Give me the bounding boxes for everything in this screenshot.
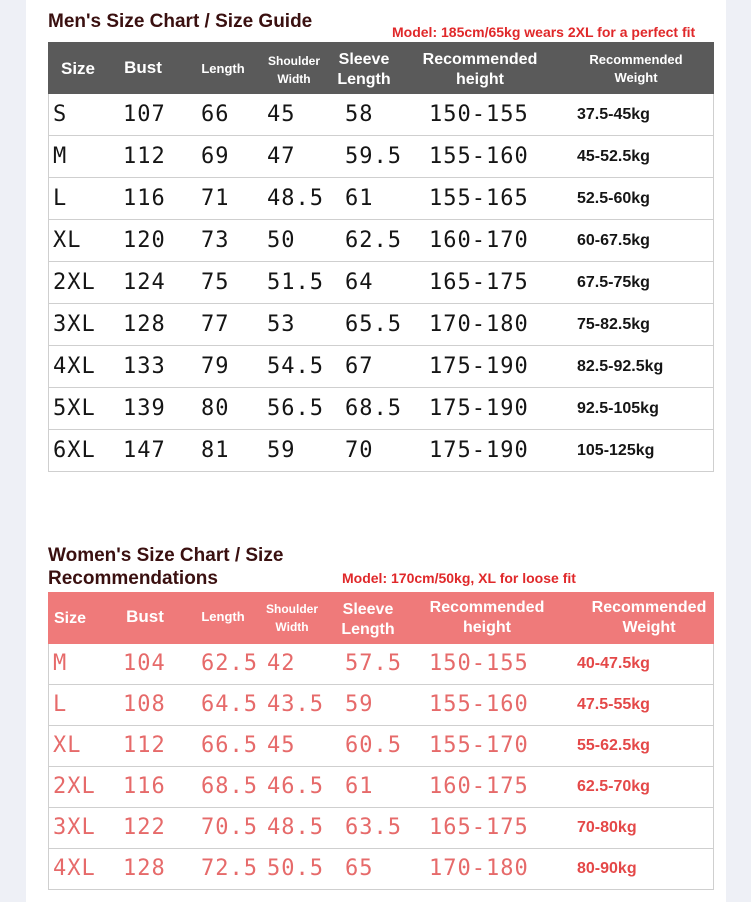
cell-weight: 62.5-70kg	[577, 778, 650, 795]
header-recommended-height: Recommended height	[422, 51, 538, 88]
cell-size: 4XL	[53, 354, 96, 379]
cell-size: 2XL	[53, 774, 96, 799]
cell-bust: 139	[123, 396, 166, 421]
cell-weight: 70-80kg	[577, 819, 637, 836]
cell-height: 175-190	[429, 396, 529, 421]
cell-shoulder: 51.5	[267, 270, 324, 295]
cell-length: 75	[201, 270, 230, 295]
cell-shoulder: 45	[267, 102, 296, 127]
cell-length: 77	[201, 312, 230, 337]
table-row	[48, 644, 714, 685]
header-sleeve: Sleeve Length	[341, 601, 395, 638]
table-row	[48, 262, 714, 304]
header-shoulder: Shoulder Width	[267, 54, 320, 86]
cell-weight: 92.5-105kg	[577, 400, 659, 417]
cell-size: XL	[53, 733, 82, 758]
cell-length: 66.5	[201, 733, 258, 758]
cell-weight: 40-47.5kg	[577, 655, 650, 672]
cell-size: L	[53, 692, 68, 717]
cell-sleeve: 62.5	[345, 228, 402, 253]
cell-length: 64.5	[201, 692, 258, 717]
cell-height: 170-180	[429, 312, 529, 337]
cell-size: XL	[53, 228, 82, 253]
cell-weight: 60-67.5kg	[577, 232, 650, 249]
mens-table-header	[48, 42, 714, 94]
cell-bust: 133	[123, 354, 166, 379]
header-size: Size	[60, 59, 96, 78]
table-row	[48, 808, 714, 849]
cell-shoulder: 56.5	[267, 396, 324, 421]
womens-table-header	[48, 592, 714, 644]
table-row	[48, 685, 714, 726]
cell-length: 70.5	[201, 815, 258, 840]
cell-sleeve: 57.5	[345, 651, 402, 676]
womens-size-table	[48, 592, 714, 890]
cell-bust: 147	[123, 438, 166, 463]
size-chart-page	[26, 0, 726, 902]
header-bust: Bust	[124, 58, 162, 77]
womens-size-title: Women's Size Chart / Size Recommendations	[48, 545, 284, 589]
cell-weight: 47.5-55kg	[577, 696, 650, 713]
cell-shoulder: 59	[267, 438, 296, 463]
header-shoulder: Shoulder Width	[265, 602, 318, 634]
table-row	[48, 849, 714, 890]
cell-weight: 55-62.5kg	[577, 737, 650, 754]
cell-weight: 52.5-60kg	[577, 190, 650, 207]
cell-shoulder: 43.5	[267, 692, 324, 717]
cell-size: M	[53, 651, 68, 676]
cell-sleeve: 64	[345, 270, 374, 295]
table-row	[48, 220, 714, 262]
cell-sleeve: 58	[345, 102, 374, 127]
cell-length: 66	[201, 102, 230, 127]
cell-bust: 107	[123, 102, 166, 127]
cell-weight: 82.5-92.5kg	[577, 358, 664, 375]
cell-weight: 67.5-75kg	[577, 274, 650, 291]
cell-shoulder: 46.5	[267, 774, 324, 799]
cell-length: 62.5	[201, 651, 258, 676]
cell-size: 2XL	[53, 270, 96, 295]
cell-size: S	[53, 102, 68, 127]
cell-bust: 122	[123, 815, 166, 840]
header-sleeve: Sleeve Length	[337, 51, 391, 88]
womens-model-note: Model: 170cm/50kg, XL for loose fit	[342, 570, 576, 586]
cell-sleeve: 63.5	[345, 815, 402, 840]
table-row	[48, 388, 714, 430]
cell-weight: 45-52.5kg	[577, 148, 650, 165]
cell-bust: 128	[123, 856, 166, 881]
cell-height: 160-175	[429, 774, 529, 799]
cell-weight: 37.5-45kg	[577, 106, 650, 123]
cell-sleeve: 65.5	[345, 312, 402, 337]
cell-height: 155-160	[429, 144, 529, 169]
cell-sleeve: 59.5	[345, 144, 402, 169]
cell-height: 165-175	[429, 270, 529, 295]
header-length: Length	[201, 609, 245, 624]
cell-size: 5XL	[53, 396, 96, 421]
cell-bust: 116	[123, 774, 166, 799]
cell-shoulder: 50	[267, 228, 296, 253]
cell-height: 155-160	[429, 692, 529, 717]
cell-shoulder: 47	[267, 144, 296, 169]
cell-bust: 124	[123, 270, 166, 295]
mens-size-title: Men's Size Chart / Size Guide	[48, 11, 313, 32]
cell-height: 150-155	[429, 102, 529, 127]
cell-bust: 108	[123, 692, 166, 717]
cell-height: 155-165	[429, 186, 529, 211]
cell-bust: 112	[123, 733, 166, 758]
cell-size: L	[53, 186, 68, 211]
cell-length: 68.5	[201, 774, 258, 799]
cell-sleeve: 68.5	[345, 396, 402, 421]
cell-shoulder: 42	[267, 651, 296, 676]
cell-sleeve: 65	[345, 856, 374, 881]
cell-bust: 120	[123, 228, 166, 253]
cell-height: 165-175	[429, 815, 529, 840]
cell-height: 175-190	[429, 354, 529, 379]
cell-length: 80	[201, 396, 230, 421]
cell-bust: 104	[123, 651, 166, 676]
header-recommended-weight: Recommended Weight	[591, 599, 707, 636]
cell-shoulder: 53	[267, 312, 296, 337]
header-bust: Bust	[126, 607, 164, 626]
header-recommended-weight: Recommended Weight	[589, 52, 683, 85]
cell-sleeve: 60.5	[345, 733, 402, 758]
cell-shoulder: 48.5	[267, 815, 324, 840]
cell-length: 71	[201, 186, 230, 211]
cell-length: 69	[201, 144, 230, 169]
cell-weight: 75-82.5kg	[577, 316, 650, 333]
cell-size: 4XL	[53, 856, 96, 881]
cell-shoulder: 48.5	[267, 186, 324, 211]
cell-height: 175-190	[429, 438, 529, 463]
header-length: Length	[201, 61, 245, 76]
table-row	[48, 767, 714, 808]
cell-length: 79	[201, 354, 230, 379]
cell-bust: 112	[123, 144, 166, 169]
header-recommended-height: Recommended height	[429, 599, 545, 636]
cell-size: M	[53, 144, 68, 169]
table-row	[48, 178, 714, 220]
mens-model-note: Model: 185cm/65kg wears 2XL for a perfect fit	[392, 24, 696, 40]
header-size: Size	[53, 610, 86, 627]
table-row	[48, 430, 714, 472]
cell-sleeve: 61	[345, 774, 374, 799]
cell-height: 160-170	[429, 228, 529, 253]
table-row	[48, 726, 714, 767]
cell-bust: 128	[123, 312, 166, 337]
cell-height: 155-170	[429, 733, 529, 758]
cell-shoulder: 45	[267, 733, 296, 758]
table-row	[48, 346, 714, 388]
cell-length: 73	[201, 228, 230, 253]
table-row	[48, 136, 714, 178]
table-row	[48, 304, 714, 346]
cell-height: 170-180	[429, 856, 529, 881]
cell-weight: 80-90kg	[577, 860, 637, 877]
cell-size: 6XL	[53, 438, 96, 463]
cell-size: 3XL	[53, 312, 96, 337]
cell-weight: 105-125kg	[577, 442, 655, 459]
cell-sleeve: 70	[345, 438, 374, 463]
cell-size: 3XL	[53, 815, 96, 840]
cell-length: 81	[201, 438, 230, 463]
cell-sleeve: 61	[345, 186, 374, 211]
table-row	[48, 94, 714, 136]
cell-bust: 116	[123, 186, 166, 211]
cell-length: 72.5	[201, 856, 258, 881]
cell-sleeve: 67	[345, 354, 374, 379]
cell-shoulder: 50.5	[267, 856, 324, 881]
cell-shoulder: 54.5	[267, 354, 324, 379]
cell-height: 150-155	[429, 651, 529, 676]
cell-sleeve: 59	[345, 692, 374, 717]
mens-size-table	[48, 42, 714, 472]
